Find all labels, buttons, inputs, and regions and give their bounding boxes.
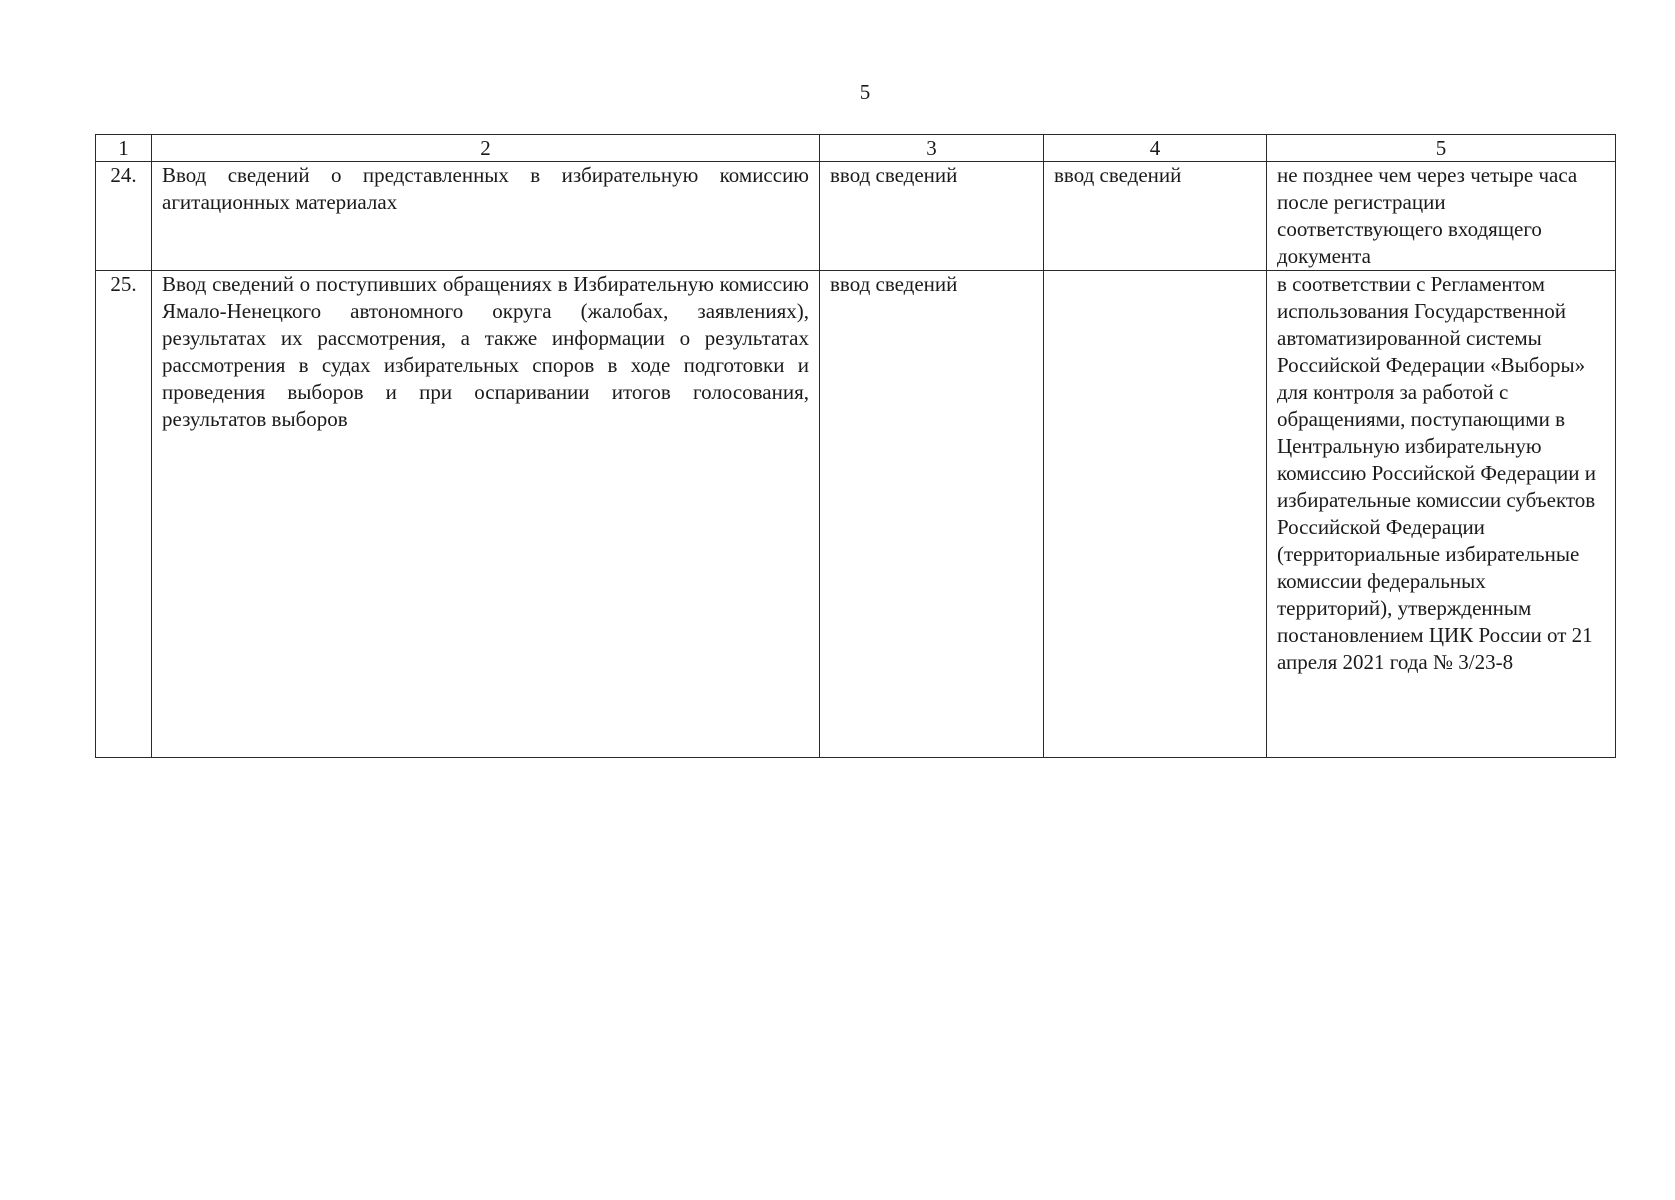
header-col-4: 4 xyxy=(1044,135,1267,162)
header-col-5: 5 xyxy=(1267,135,1616,162)
page-number: 5 xyxy=(859,80,871,104)
row-col4: ввод сведений xyxy=(1044,162,1267,271)
header-col-1: 1 xyxy=(96,135,152,162)
table-header-row xyxy=(96,135,1616,162)
row-description: Ввод сведений о поступивших обращениях в Избирательную комиссию Ямало-Ненецкого автономного округа (жалобах, заявлениях), результатах их рассмотрения, а также информации о результатах рассмотрения в судах избирательных споров в ходе подготовки и проведения выборов и при оспаривании итогов голосования, результатов выборов xyxy=(152,271,820,758)
row-description: Ввод сведений о представленных в избирательную комиссию агитационных материалах xyxy=(152,162,820,271)
header-col-3: 3 xyxy=(820,135,1044,162)
row-col3: ввод сведений xyxy=(820,271,1044,758)
table-row xyxy=(96,162,1616,271)
row-col5: в соответствии с Регламентом использования Государственной автоматизированной системы Российской Федерации «Выборы» для контроля за работой с обращениями, поступающими в Центральную избирательную комиссию Российской Федерации и избирательные комиссии субъектов Российской Федерации (территориальные избирательные комиссии федеральных территорий), утвержденным постановлением ЦИК России от 21 апреля 2021 года № 3/23-8 xyxy=(1267,271,1616,758)
table-row xyxy=(96,271,1616,758)
row-col4 xyxy=(1044,271,1267,758)
document-table xyxy=(95,134,1616,758)
row-number: 25. xyxy=(96,271,152,758)
row-number: 24. xyxy=(96,162,152,271)
header-col-2: 2 xyxy=(152,135,820,162)
row-col3: ввод сведений xyxy=(820,162,1044,271)
row-col5: не позднее чем через четыре часа после регистрации соответствующего входящего документа xyxy=(1267,162,1616,271)
